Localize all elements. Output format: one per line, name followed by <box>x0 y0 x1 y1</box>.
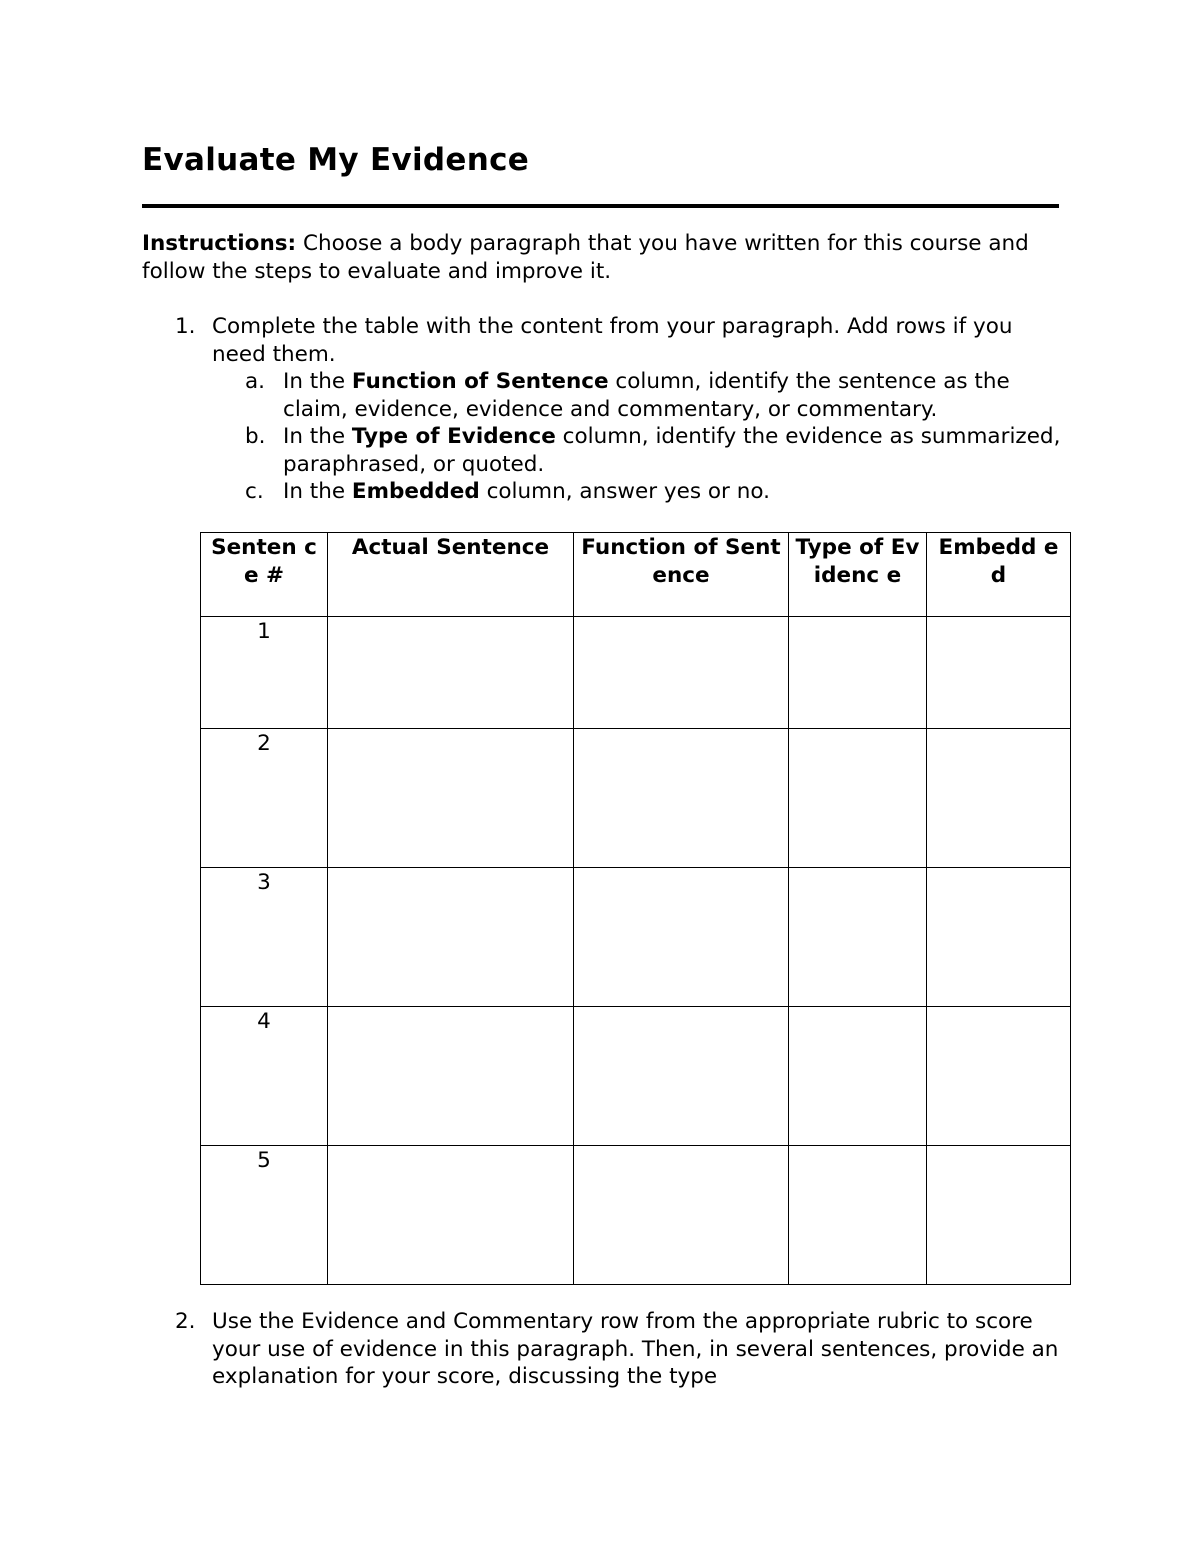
embedded-cell[interactable] <box>927 729 1071 868</box>
evidence-table <box>200 532 1071 1285</box>
substep-text-after: column, identify the evidence as summarized, paraphrased, or quoted. <box>283 424 1061 477</box>
table-row <box>201 1146 1071 1285</box>
embedded-cell[interactable] <box>927 868 1071 1007</box>
actual-sentence-cell[interactable] <box>328 1146 574 1285</box>
step-number: 1. <box>175 314 196 339</box>
sentence-number-cell: 3 <box>201 868 328 1007</box>
embedded-cell[interactable] <box>927 617 1071 729</box>
substep-text-bold: Embedded <box>351 479 480 504</box>
function-cell[interactable] <box>574 617 789 729</box>
header-type-of-evidence: Type of Evidenc e <box>789 533 927 617</box>
type-of-evidence-cell[interactable] <box>789 1146 927 1285</box>
table-row <box>201 1007 1071 1146</box>
table-row <box>201 617 1071 729</box>
substep-text-before: In the <box>283 369 352 394</box>
substep-text <box>283 423 1063 478</box>
table-row <box>201 868 1071 1007</box>
step-text: Use the Evidence and Commentary row from the appropriate rubric to score your use of evidence in this paragraph. Then, in several sentences, provide an explanation for your score, discussing the type <box>212 1309 1059 1389</box>
instructions-label: Instructions: <box>142 231 297 256</box>
sentence-number-cell: 4 <box>201 1007 328 1146</box>
header-actual-sentence: Actual Sentence <box>328 533 574 617</box>
actual-sentence-cell[interactable] <box>328 617 574 729</box>
header-sentence-number: Senten ce # <box>201 533 328 617</box>
type-of-evidence-cell[interactable] <box>789 868 927 1007</box>
type-of-evidence-cell[interactable] <box>789 1007 927 1146</box>
header-embedded: Embedd ed <box>927 533 1071 617</box>
substep-text <box>283 478 1063 506</box>
substep-text-after: column, answer yes or no. <box>479 479 770 504</box>
substep-text-bold: Function of Sentence <box>351 369 609 394</box>
function-cell[interactable] <box>574 1007 789 1146</box>
actual-sentence-cell[interactable] <box>328 1007 574 1146</box>
type-of-evidence-cell[interactable] <box>789 617 927 729</box>
substep-text <box>283 368 1063 423</box>
sentence-number-cell: 2 <box>201 729 328 868</box>
page-title: Evaluate My Evidence <box>142 142 530 178</box>
function-cell[interactable] <box>574 1146 789 1285</box>
title-divider <box>142 204 1059 208</box>
substep-letter: b. <box>245 424 266 449</box>
substep-text-after: column, identify the sentence as the claim, evidence, evidence and commentary, or commentary. <box>283 369 1010 422</box>
substep-text-before: In the <box>283 424 352 449</box>
instructions-text: Choose a body paragraph that you have written for this course and follow the steps to evaluate and improve it. <box>142 231 1029 284</box>
sentence-number-cell: 5 <box>201 1146 328 1285</box>
table-header-row <box>201 533 1071 617</box>
actual-sentence-cell[interactable] <box>328 729 574 868</box>
step-text: Complete the table with the content from your paragraph. Add rows if you need them. <box>212 314 1013 367</box>
instructions <box>142 230 1042 285</box>
substep-letter: c. <box>245 479 264 504</box>
header-function-of-sentence: Function of Sentence <box>574 533 789 617</box>
embedded-cell[interactable] <box>927 1146 1071 1285</box>
substep-text-before: In the <box>283 479 352 504</box>
embedded-cell[interactable] <box>927 1007 1071 1146</box>
table-row <box>201 729 1071 868</box>
function-cell[interactable] <box>574 868 789 1007</box>
sentence-number-cell: 1 <box>201 617 328 729</box>
step-number: 2. <box>175 1309 196 1334</box>
type-of-evidence-cell[interactable] <box>789 729 927 868</box>
function-cell[interactable] <box>574 729 789 868</box>
substep-letter: a. <box>245 369 266 394</box>
actual-sentence-cell[interactable] <box>328 868 574 1007</box>
substep-text-bold: Type of Evidence <box>351 424 556 449</box>
